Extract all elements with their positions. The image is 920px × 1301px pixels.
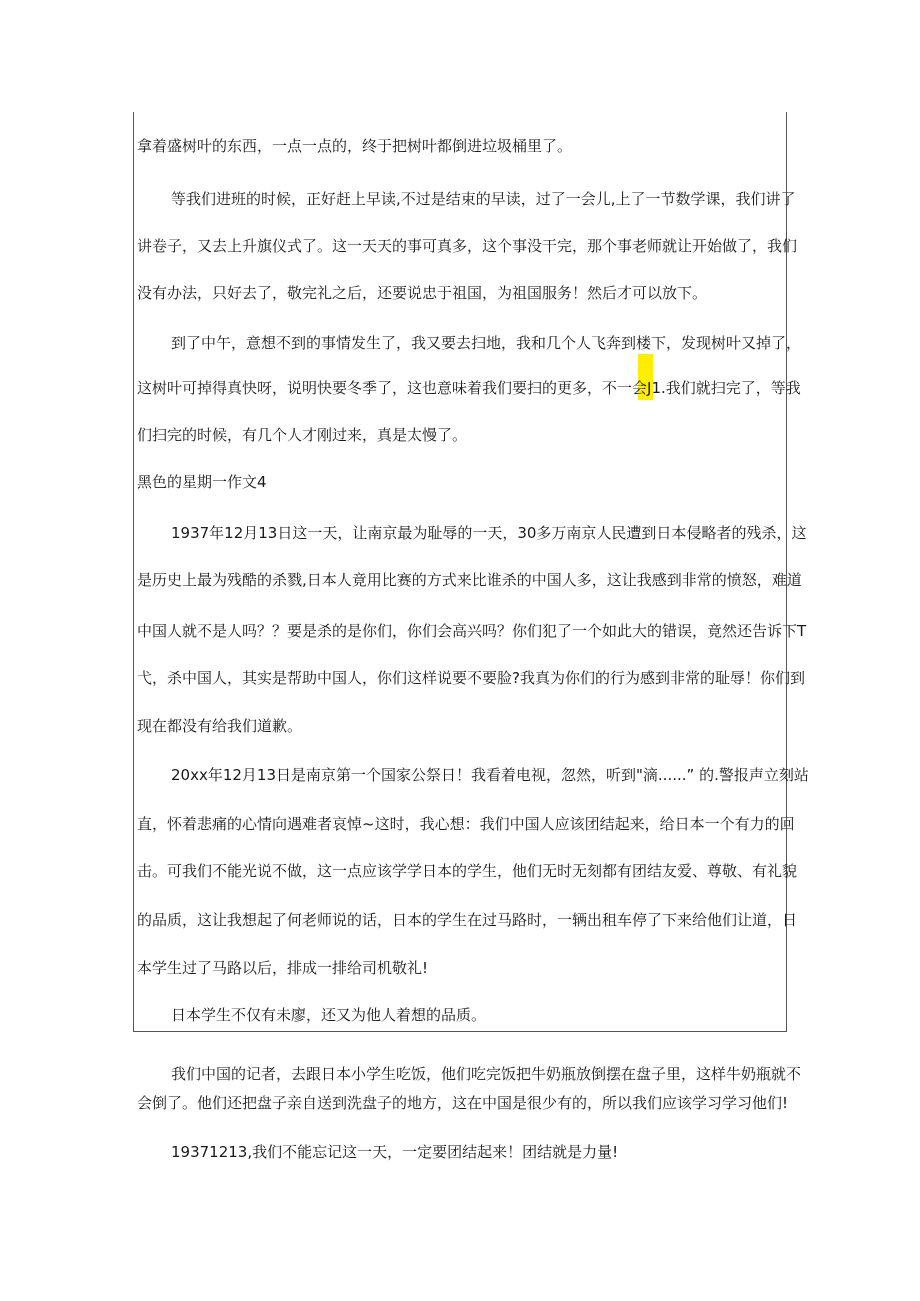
text-line: 弋，杀中国人，其实是帮助中国人，你们这样说要不要脸?我真为你们的行为感到非常的耻辱！你们到 [137, 669, 805, 687]
text-line [137, 378, 801, 398]
text-line: 是历史上最为残酷的杀戮,日本人竟用比赛的方式来比谁杀的中国人多，这让我感到非常的愤怒，难道 [137, 571, 802, 589]
text-line: 拿着盛树叶的东西，一点一点的，终于把树叶都倒进垃圾桶里了。 [137, 137, 573, 155]
text-line: 日本学生不仅有未廖，还又为他人着想的品质。 [171, 1006, 487, 1024]
text-line: 直，怀着悲痛的心情向遇难者哀悼~这时，我心想：我们中国人应该团结起来，给日本一个有力的回 [137, 815, 795, 833]
text-segment: 我们就扫完了，等我 [665, 379, 801, 397]
text-line: 讲卷子，又去上升旗仪式了。这一天天的事可真多，这个事没干完，那个事老师就让开始做了，我们 [137, 237, 798, 255]
text-line: 中国人就不是人吗？？要是杀的是你们，你们会高兴吗？你们犯了一个如此大的错误，竟然还告诉下T [137, 622, 807, 640]
section-heading: 黑色的星期一作文4 [137, 473, 267, 491]
text-line: 的品质，这让我想起了何老师说的话，日本的学生在过马路时，一辆出租车停了下来给他们让道，日 [137, 911, 798, 929]
text-line: 20xx年12月13日是南京第一个国家公祭日！我看着电视，忽然，听到"滴......” 的.警报声立刻站 [171, 766, 809, 784]
text-line: 等我们进班的时候，正好赶上早读,不过是结束的早读，过了一会儿,上了一节数学课，我们讲了 [171, 190, 796, 208]
text-line: 1937年12月13日这一天，让南京最为耻辱的一天，30多万南京人民遭到日本侵略者的残杀，这 [171, 524, 807, 542]
text-line: 我们中国的记者，去跟日本小学生吃饭，他们吃完饭把牛奶瓶放倒摆在盘子里，这样牛奶瓶就不 [171, 1065, 802, 1083]
text-line: 19371213,我们不能忘记这一天，一定要团结起来！团结就是力量! [171, 1143, 619, 1161]
text-line: 本学生过了马路以后，排成一排给司机敬礼! [137, 959, 429, 977]
text-line: 现在都没有给我们道歉。 [137, 717, 303, 735]
highlighted-text: J1. [647, 379, 666, 397]
text-line: 击。可我们不能光说不做，这一点应该学学日本的学生，他们无时无刻都有团结友爱、尊敬、有礼貌 [137, 862, 798, 880]
text-line: 到了中午，意想不到的事情发生了，我又要去扫地，我和几个人飞奔到楼下，发现树叶又掉了， [171, 334, 802, 352]
text-segment: 这树叶可掉得真快呀，说明快要冬季了，这也意味着我们要扫的更多，不一会 [137, 379, 648, 397]
text-line: 会倒了。他们还把盘子亲自送到洗盘子的地方，这在中国是很少有的，所以我们应该学习学习他们! [137, 1094, 789, 1112]
text-line: 们扫完的时候，有几个人才刚过来，真是太慢了。 [137, 426, 468, 444]
text-line: 没有办法，只好去了，敬完礼之后，还要说忠于祖国，为祖国服务！然后才可以放下。 [137, 284, 708, 302]
